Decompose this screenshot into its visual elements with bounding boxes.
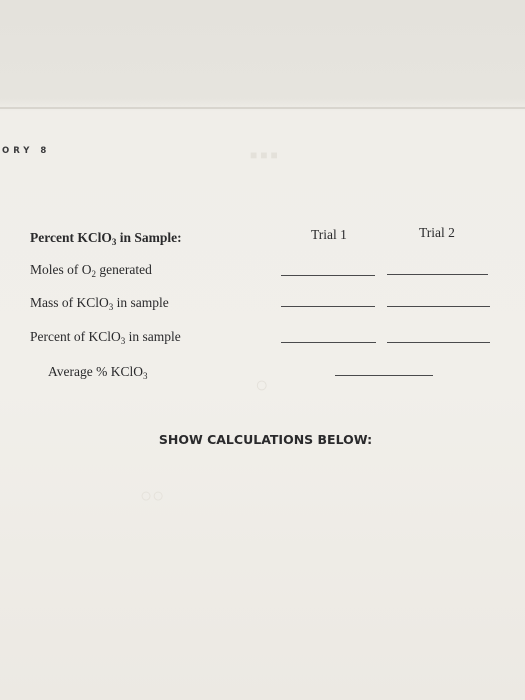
row-label-suffix: in sample xyxy=(113,295,169,310)
chapter-code: ORY 8 xyxy=(2,146,51,156)
row-label-moles-o2 xyxy=(30,262,152,278)
row-label-prefix: Percent of KClO xyxy=(30,329,121,344)
answer-line-percent-trial-1[interactable] xyxy=(281,342,376,343)
row-label-subscript: 3 xyxy=(142,371,148,381)
table-heading-suffix: in Sample: xyxy=(116,230,182,245)
bleed-through-mark: ○ xyxy=(255,372,269,397)
table-heading-subscript: 3 xyxy=(111,237,117,247)
bleed-through-mark: ○○ xyxy=(140,485,165,507)
row-label-mass-kclo3 xyxy=(30,295,169,311)
answer-line-moles-trial-2[interactable] xyxy=(387,274,488,275)
answer-line-moles-trial-1[interactable] xyxy=(281,275,375,276)
row-label-prefix: Average % KClO xyxy=(48,364,143,379)
answer-line-mass-trial-2[interactable] xyxy=(387,306,490,307)
row-label-prefix: Mass of KClO xyxy=(30,295,109,310)
row-label-suffix: in sample xyxy=(125,329,181,344)
show-calculations-heading: SHOW CALCULATIONS BELOW: xyxy=(158,432,373,447)
answer-line-mass-trial-1[interactable] xyxy=(281,306,375,307)
bleed-through-mark: ■■■ xyxy=(250,148,281,162)
table-heading xyxy=(30,230,182,246)
row-label-prefix: Moles of O xyxy=(30,262,92,277)
row-label-subscript: 2 xyxy=(91,269,96,279)
answer-line-percent-trial-2[interactable] xyxy=(387,342,490,343)
table-heading-prefix: Percent KClO xyxy=(30,230,112,245)
row-label-subscript: 3 xyxy=(108,302,114,312)
column-header-trial-2: Trial 2 xyxy=(419,225,455,240)
page-top-edge xyxy=(0,107,525,109)
column-header-trial-1: Trial 1 xyxy=(311,227,347,242)
answer-line-average[interactable] xyxy=(335,375,433,376)
row-label-subscript: 3 xyxy=(120,336,126,346)
row-label-percent-kclo3 xyxy=(30,329,181,345)
row-label-average-kclo3 xyxy=(48,364,147,380)
row-label-suffix: generated xyxy=(96,262,152,277)
